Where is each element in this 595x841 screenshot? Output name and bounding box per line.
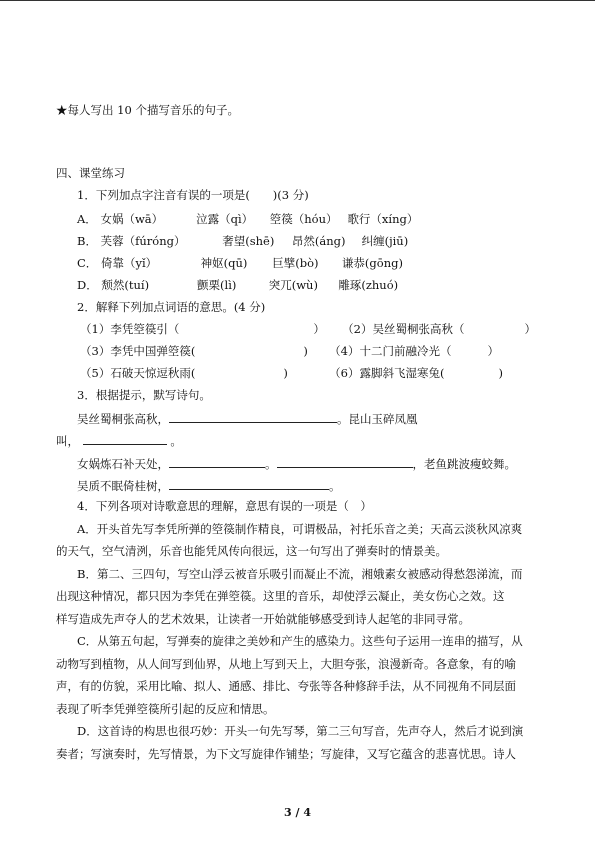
q2-item: （6）露脚斜飞湿寒兔(: [329, 366, 445, 380]
option-item: 颤栗(lì): [197, 278, 237, 292]
q2-close: ）: [524, 322, 536, 336]
q2-stem: 2．解释下列加点词语的意思。(4 分): [77, 300, 266, 314]
option-label: D．: [77, 278, 98, 292]
q4-a-line: 的天气，空气清洌，乐音也能凭风传向很远，这一句写出了弹奏时的情景美。: [56, 544, 447, 558]
q3-line-1: [77, 410, 418, 426]
option-item: 神妪(qū): [200, 256, 248, 270]
q2-row-2: [80, 344, 499, 358]
q2-close: ）: [313, 322, 325, 336]
option-item: 昂然(áng): [291, 234, 346, 248]
option-item: 歌行（xíng）: [347, 212, 419, 226]
q2-item: （4）十二门前融冷光（: [329, 344, 452, 358]
q4-d-line: D．这首诗的构思也很巧妙：开头一句先写琴，第二三句写音，先声夺人，然后才说到演: [77, 724, 524, 738]
page-number: 3 / 4: [284, 806, 311, 819]
top-rule: [0, 0, 595, 1]
option-label: A．: [77, 212, 97, 226]
q2-close: ): [303, 344, 308, 358]
star-note: ★每人写出 10 个描写音乐的句子。: [56, 103, 239, 117]
option-item: 突兀(wù): [268, 278, 318, 292]
q4-c-line: 声，有的仿貌，采用比喻、拟人、通感、排比、夸张等各种修辞手法，从不同视角不同层面: [56, 679, 516, 693]
q4-d-line: 奏者；写演奏时，先写情景，为下文写旋律作铺垫；写旋律，又写它蕴含的悲喜忧思。诗人: [56, 747, 516, 761]
q2-item: （1）李凭箜篌引（: [80, 322, 180, 336]
q2-close: ）: [487, 344, 499, 358]
q2-close: ): [498, 366, 503, 380]
q3-text: 叫，: [56, 434, 79, 448]
option-item: 芙蓉（fúróng）: [100, 234, 186, 248]
answer-blank[interactable]: [169, 455, 265, 468]
option-label: B．: [77, 234, 97, 248]
q3-prompt: 女娲炼石补天处，: [77, 457, 169, 471]
option-label: C．: [77, 256, 98, 270]
q1-stem: 1．下列加点字注音有误的一项是( )(3 分): [77, 188, 309, 202]
answer-blank[interactable]: [169, 410, 337, 423]
q4-b-line: B．第二、三四句，写空山浮云被音乐吸引而凝止不流，湘娥素女被感动得愁怨涕流，而: [77, 567, 523, 581]
q1-option-d: [77, 278, 398, 292]
q4-b-line: 样写造成先声夺人的艺术效果，让读者一开始就能够感受到诗人起笔的非同寻常。: [56, 612, 470, 626]
q3-line-4: [77, 477, 341, 493]
q4-c-line: 动物写到植物，从人间写到仙界，从地上写到天上，大胆夸张，浪漫新奇。各意象，有的喻: [56, 657, 516, 671]
option-item: 雕琢(zhuó): [338, 278, 399, 292]
q1-option-b: [77, 234, 408, 248]
option-item: 倚靠（yǐ）: [100, 256, 158, 270]
q4-b-line: 出现这种情况，都只因为李凭在弹箜篌。这里的音乐，却使浮云凝止，美女伤心之效。这: [56, 589, 505, 603]
q1-option-a: [77, 212, 418, 226]
q3-line-2: [56, 432, 182, 448]
answer-blank[interactable]: [169, 477, 329, 490]
q3-prompt: 吴质不眠倚桂树，: [77, 479, 169, 493]
option-item: 纠缠(jiū): [361, 234, 409, 248]
q3-text: 。: [329, 479, 341, 493]
answer-blank[interactable]: [277, 455, 413, 468]
option-item: 泣露（qì）: [196, 212, 254, 226]
q3-text: 。: [265, 457, 277, 471]
q4-stem: 4．下列各项对诗歌意思的理解，意思有误的一项是（ ）: [77, 499, 372, 513]
answer-blank[interactable]: [83, 432, 167, 445]
q2-item: （2）吴丝蜀桐张高秋（: [342, 322, 465, 336]
option-item: 谦恭(gōng): [341, 256, 403, 270]
q1-option-c: [77, 256, 403, 270]
q3-line-3: [77, 455, 516, 471]
option-item: 箜篌（hóu）: [269, 212, 338, 226]
option-item: 女娲（wā）: [100, 212, 164, 226]
q2-item: （5）石破天惊逗秋雨(: [80, 366, 196, 380]
q2-close: ): [283, 366, 288, 380]
q2-item: （3）李凭中国弹箜篌(: [80, 344, 196, 358]
q3-text: 。昆山玉碎凤凰: [337, 412, 418, 426]
q3-prompt: 吴丝蜀桐张高秋，: [77, 412, 169, 426]
option-item: 奢望(shē): [222, 234, 275, 248]
q2-row-1: [80, 322, 536, 336]
q4-c-line: C．从第五句起，写弹奏的旋律之美妙和产生的感染力。这些句子运用一连串的描写，从: [77, 634, 523, 648]
option-item: 颓然(tuí): [101, 278, 150, 292]
q3-stem: 3．根据提示，默写诗句。: [77, 388, 211, 402]
option-item: 巨擘(bò): [272, 256, 319, 270]
section-title: 四、课堂练习: [56, 166, 125, 180]
q4-a-line: A．开头首先写李凭所弹的箜篌制作精良，可谓极品，衬托乐音之美；天高云淡秋风凉爽: [77, 522, 523, 536]
q3-text: ，老鱼跳波瘦蛟舞。: [412, 457, 516, 471]
q3-text: 。: [170, 434, 182, 448]
q2-row-3: [80, 366, 503, 380]
q4-c-line: 表现了听李凭弹箜篌所引起的反应和情思。: [56, 702, 275, 716]
